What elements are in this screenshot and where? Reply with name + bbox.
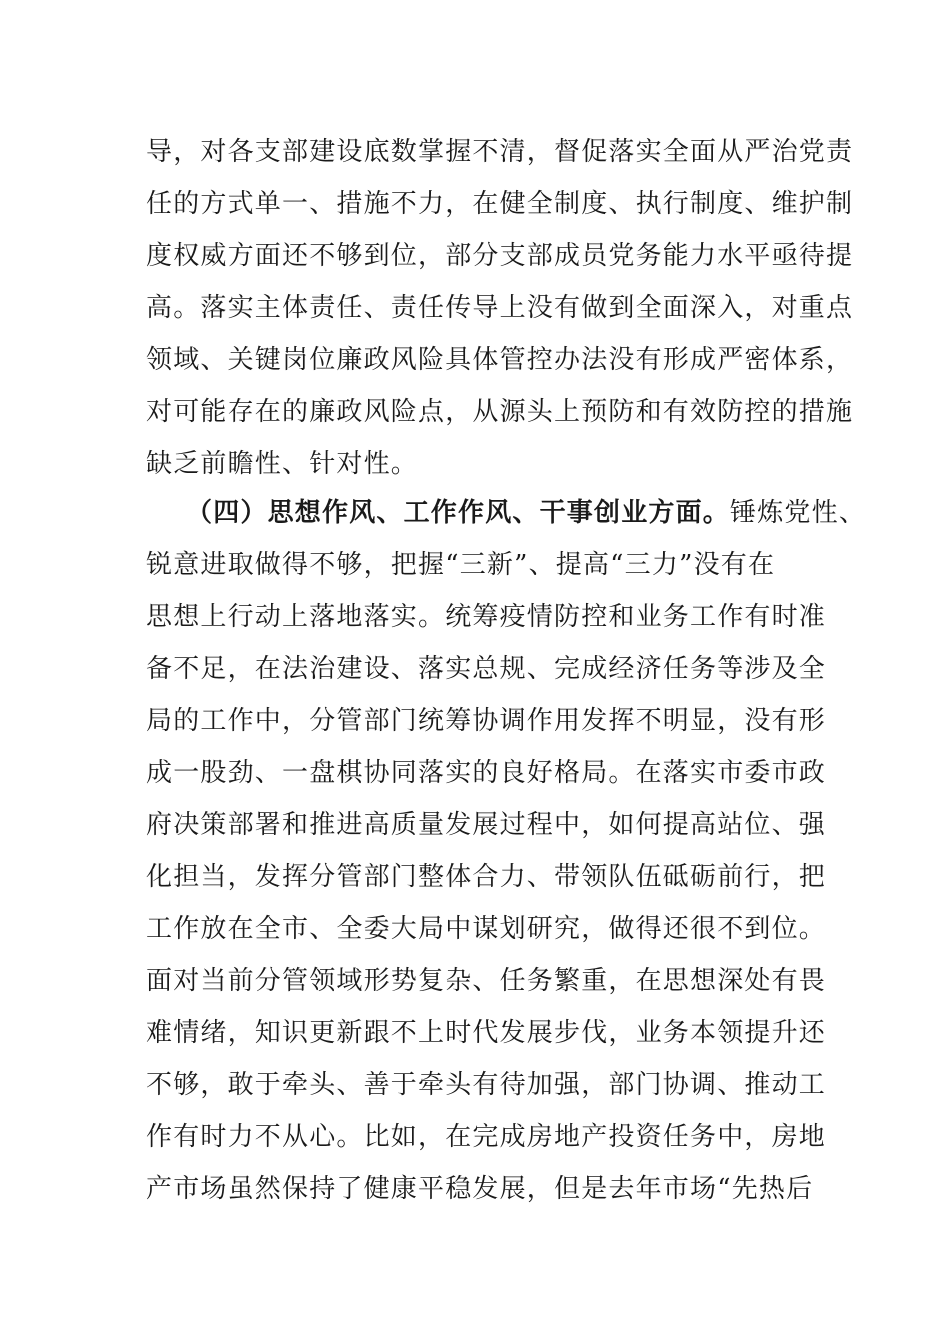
paragraph-1-line: 度权威方面还不够到位，部分支部成员党务能力水平亟待提 xyxy=(146,241,854,271)
section-heading: （四）思想作风、工作作风、干事创业方面。 xyxy=(186,498,731,528)
paragraph-2-line: 锐意进取做得不够，把握“三新”、提高“三力”没有在 xyxy=(146,550,776,580)
paragraph-2-line: 成一股劲、一盘棋协同落实的良好格局。在落实市委市政 xyxy=(146,758,827,788)
paragraph-2-line: 备不足，在法治建设、落实总规、完成经济任务等涉及全 xyxy=(146,654,827,684)
paragraph-1-line: 领域、关键岗位廉政风险具体管控办法没有形成严密体系， xyxy=(146,345,854,375)
paragraph-2-line: 化担当，发挥分管部门整体合力、带领队伍砥砺前行，把 xyxy=(146,862,827,892)
paragraph-1-line: 任的方式单一、措施不力，在健全制度、执行制度、维护制 xyxy=(146,189,854,219)
paragraph-2-line: 工作放在全市、全委大局中谋划研究，做得还很不到位。 xyxy=(146,914,827,944)
paragraph-2-line: 局的工作中，分管部门统筹协调作用发挥不明显，没有形 xyxy=(146,706,827,736)
paragraph-2-line: 不够，敢于牵头、善于牵头有待加强，部门协调、推动工 xyxy=(146,1070,827,1100)
paragraph-1 xyxy=(146,126,854,490)
paragraph-2-line: 作有时力不从心。比如，在完成房地产投资任务中，房地 xyxy=(146,1122,827,1152)
paragraph-1-line: 缺乏前瞻性、针对性。 xyxy=(146,449,419,479)
paragraph-1-line: 高。落实主体责任、责任传导上没有做到全面深入，对重点 xyxy=(146,293,854,323)
paragraph-2-first-line xyxy=(146,487,867,539)
paragraph-1-line: 对可能存在的廉政风险点，从源头上预防和有效防控的措施 xyxy=(146,397,854,427)
paragraph-2-line: 府决策部署和推进高质量发展过程中，如何提高站位、强 xyxy=(146,810,827,840)
paragraph-2 xyxy=(146,487,867,1215)
paragraph-2-line: 难情绪，知识更新跟不上时代发展步伐，业务本领提升还 xyxy=(146,1018,827,1048)
paragraph-1-line: 导，对各支部建设底数掌握不清，督促落实全面从严治党责 xyxy=(146,137,854,167)
paragraph-2-line: 产市场虽然保持了健康平稳发展，但是去年市场“先热后 xyxy=(146,1174,814,1204)
paragraph-2-first-line-text: 锤炼党性、 xyxy=(730,498,867,528)
paragraph-2-line: 思想上行动上落地落实。统筹疫情防控和业务工作有时准 xyxy=(146,602,827,632)
paragraph-2-line: 面对当前分管领域形势复杂、任务繁重，在思想深处有畏 xyxy=(146,966,827,996)
